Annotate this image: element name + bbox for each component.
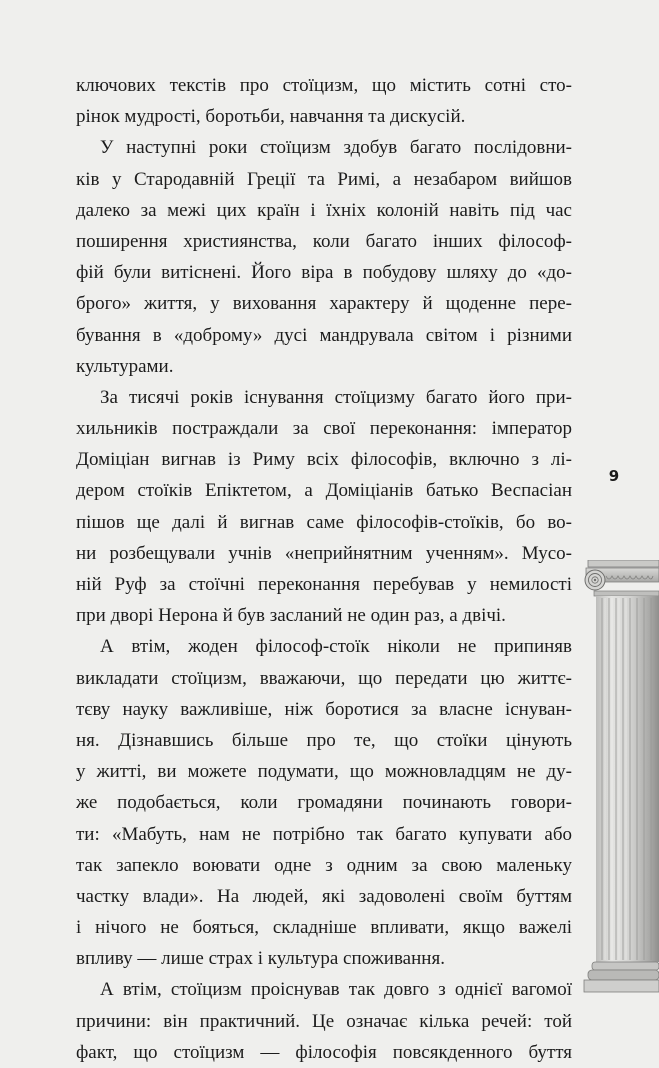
text-line: так запекло воювати одне з одним за свою маленьку xyxy=(76,854,572,876)
paragraph xyxy=(76,70,572,132)
text-line: пішов ще далі й вигнав саме філософів-стоїків, бо во- xyxy=(76,511,572,533)
text-line: культурами. xyxy=(76,355,174,377)
text-line: рінок мудрості, боротьби, навчання та дискусій. xyxy=(76,106,466,128)
text-line: викладати стоїцизм, вважаючи, що передати цю життє- xyxy=(76,667,572,689)
text-line: Доміціан вигнав із Риму всіх філософів, включно з лі- xyxy=(76,449,572,471)
text-line: дером стоїків Епіктетом, а Доміціанів батько Веспасіан xyxy=(76,480,572,502)
text-line: при дворі Нерона й був засланий не один раз, а двічі. xyxy=(76,605,506,627)
text-line: факт, що стоїцизм — філософія повсякденного буття xyxy=(76,1041,572,1063)
text-line: ків у Стародавній Греції та Римі, а незабаром вийшов xyxy=(76,168,572,190)
paragraph xyxy=(76,974,572,1068)
text-line: ключових текстів про стоїцизм, що містить сотні сто- xyxy=(76,75,572,96)
text-line: і нічого не бояться, складніше впливати, якщо важелі xyxy=(76,917,572,939)
text-line: ни розбещували учнів «неприйнятним ученням». Мусо- xyxy=(76,542,572,564)
text-line: бування в «доброму» дусі мандрувала світом і різними xyxy=(76,324,572,346)
text-line: поширення християнства, коли багато інших філософ- xyxy=(76,230,572,252)
text-line: хильників постраждали за свої переконання: імператор xyxy=(76,418,572,440)
text-line: ти: «Мабуть, нам не потрібно так багато купувати або xyxy=(76,823,572,845)
paragraph xyxy=(76,132,572,382)
page-number: 9 xyxy=(608,467,620,485)
text-line: А втім, жоден філософ-стоїк ніколи не припиняв xyxy=(100,636,572,658)
text-line: впливу — лише страх і культура споживання. xyxy=(76,948,445,970)
text-line: у житті, ви можете подумати, що можновладцям не ду- xyxy=(76,761,572,783)
ionic-column-icon xyxy=(582,560,659,1000)
text-line: ня. Дізнавшись більше про те, що стоїки цінують xyxy=(76,729,572,751)
text-line: фій були витіснені. Його віра в побудову шляху до «до- xyxy=(76,262,572,284)
text-line: У наступні роки стоїцизм здобув багато послідовни- xyxy=(100,137,572,159)
body-text xyxy=(76,70,572,1068)
text-line: далеко за межі цих країн і їхніх колоній навіть під час xyxy=(76,199,572,221)
paragraph xyxy=(76,631,572,974)
text-line: частку влади». На людей, які задоволені своїм буттям xyxy=(76,885,572,907)
text-line: За тисячі років існування стоїцизму багато його при- xyxy=(100,386,572,408)
text-line: брого» життя, у виховання характеру й щоденне пере- xyxy=(76,293,572,315)
text-line: же подобається, коли громадяни починають говори- xyxy=(76,792,572,814)
text-line: тєву науку важливіше, ніж боротися за власне існуван- xyxy=(76,698,572,720)
text-line: А втім, стоїцизм проіснував так довго з однієї вагомої xyxy=(100,979,572,1001)
paragraph xyxy=(76,382,572,632)
text-line: причини: він практичний. Це означає кілька речей: той xyxy=(76,1010,572,1032)
text-line: ній Руф за стоїчні переконання перебував у немилості xyxy=(76,574,572,595)
